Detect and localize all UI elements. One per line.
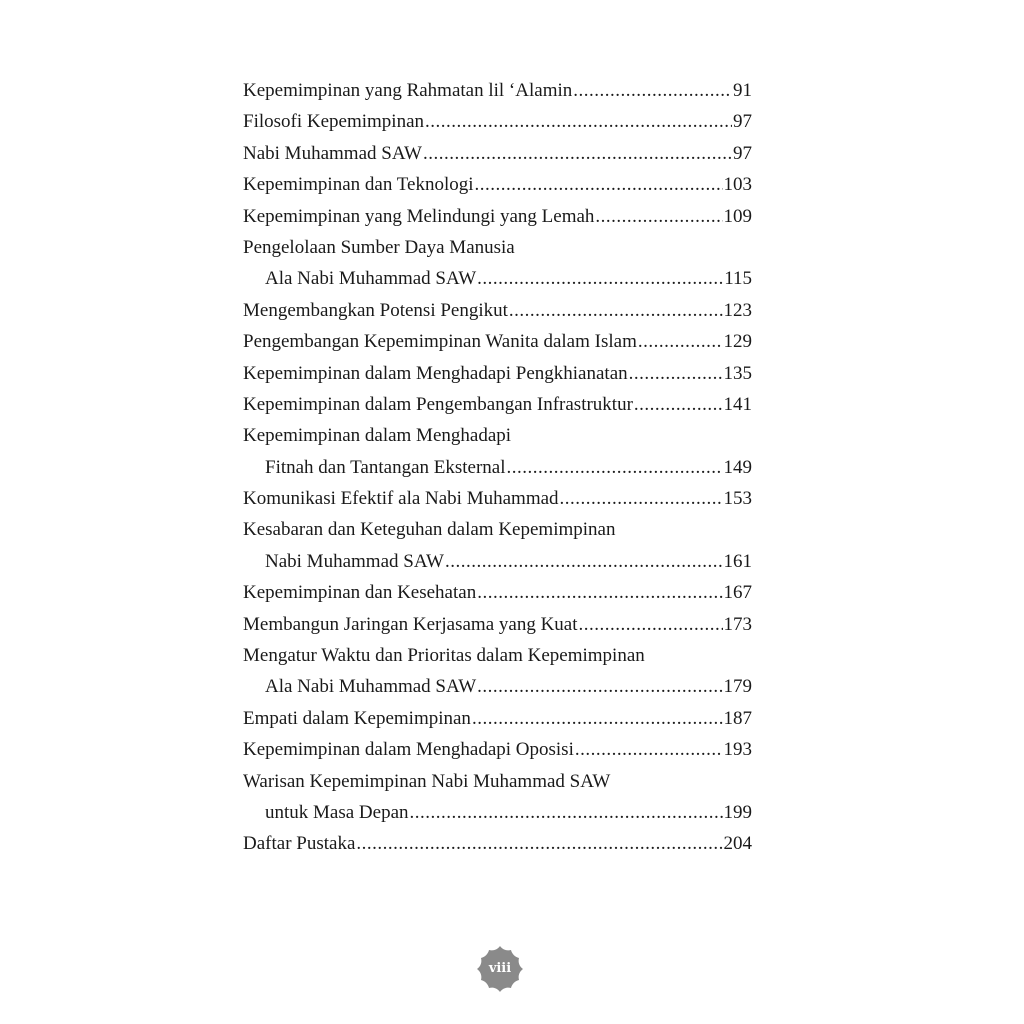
toc-entry-page: 129	[723, 331, 752, 353]
toc-dot-leader	[475, 169, 723, 200]
toc-entry	[243, 358, 752, 389]
toc-entry-continuation	[243, 671, 752, 702]
toc-entry	[243, 703, 752, 734]
toc-dot-leader	[425, 106, 732, 137]
toc-entry	[243, 201, 752, 232]
toc-dot-leader	[629, 358, 723, 389]
toc-entry-page: 109	[723, 205, 752, 227]
toc-entry	[243, 106, 752, 137]
toc-dot-leader	[445, 546, 723, 577]
toc-dot-leader	[509, 295, 723, 326]
toc-dot-leader	[573, 75, 732, 106]
toc-entry-title: Ala Nabi Muhammad SAW	[265, 268, 477, 290]
table-of-contents	[243, 75, 752, 860]
toc-entry-title: Komunikasi Efektif ala Nabi Muhammad	[243, 488, 559, 510]
toc-entry-page: 204	[723, 833, 752, 855]
toc-entry-title: Kepemimpinan yang Rahmatan lil ‘Alamin	[243, 80, 573, 101]
toc-dot-leader	[507, 452, 723, 483]
toc-entry-page: 103	[723, 174, 752, 196]
toc-dot-leader	[410, 797, 723, 828]
toc-entry-title: Membangun Jaringan Kerjasama yang Kuat	[243, 613, 578, 635]
toc-entry-heading	[243, 232, 752, 263]
toc-entry-page: 199	[723, 801, 752, 823]
toc-entry-page: 115	[724, 268, 752, 290]
toc-entry-page: 161	[723, 550, 752, 572]
toc-entry-heading	[243, 640, 752, 671]
toc-entry	[243, 326, 752, 357]
toc-entry	[243, 75, 752, 106]
toc-entry-page: 97	[733, 111, 752, 133]
toc-entry-title: Kepemimpinan dan Teknologi	[243, 174, 474, 196]
toc-dot-leader	[575, 734, 723, 765]
toc-entry	[243, 734, 752, 765]
toc-entry-heading	[243, 420, 752, 451]
toc-entry	[243, 609, 752, 640]
toc-entry-page: 179	[723, 676, 752, 698]
toc-entry-title: Pengelolaan Sumber Daya Manusia	[243, 236, 515, 258]
toc-entry-title: Kesabaran dan Keteguhan dalam Kepemimpinan	[243, 519, 616, 541]
toc-entry-heading	[243, 514, 752, 545]
toc-dot-leader	[477, 577, 722, 608]
toc-entry-page: 91	[733, 80, 752, 101]
page-number: viii	[488, 961, 512, 976]
toc-dot-leader	[472, 703, 723, 734]
toc-entry	[243, 389, 752, 420]
toc-entry-title: Kepemimpinan dalam Pengembangan Infrastruktur	[243, 393, 633, 415]
toc-entry-title: Pengembangan Kepemimpinan Wanita dalam Islam	[243, 331, 637, 353]
toc-entry-title: Warisan Kepemimpinan Nabi Muhammad SAW	[243, 770, 611, 792]
toc-dot-leader	[356, 828, 722, 859]
toc-entry-heading	[243, 766, 752, 797]
toc-entry	[243, 295, 752, 326]
toc-entry	[243, 169, 752, 200]
toc-entry-continuation	[243, 263, 752, 294]
toc-entry-title: Mengembangkan Potensi Pengikut	[243, 299, 508, 321]
toc-entry-title: Filosofi Kepemimpinan	[243, 111, 425, 133]
toc-dot-leader	[595, 201, 722, 232]
toc-entry-page: 173	[723, 613, 752, 635]
toc-entry-continuation	[243, 797, 752, 828]
toc-entry-title: Nabi Muhammad SAW	[265, 550, 444, 572]
toc-entry-title: Kepemimpinan dalam Menghadapi Oposisi	[243, 739, 574, 761]
toc-entry-title: Empati dalam Kepemimpinan	[243, 707, 471, 729]
toc-entry-page: 153	[723, 488, 752, 510]
toc-entry-continuation	[243, 546, 752, 577]
page-number-badge	[476, 945, 524, 993]
toc-entry-title: Fitnah dan Tantangan Eksternal	[265, 456, 506, 478]
toc-entry	[243, 483, 752, 514]
toc-entry-title: Kepemimpinan dalam Menghadapi	[243, 425, 512, 447]
toc-dot-leader	[638, 326, 723, 357]
toc-entry	[243, 828, 752, 859]
toc-entry-title: Mengatur Waktu dan Prioritas dalam Kepemimpinan	[243, 645, 645, 667]
toc-entry-page: 167	[723, 582, 752, 604]
toc-dot-leader	[560, 483, 723, 514]
toc-entry-title: Ala Nabi Muhammad SAW	[265, 676, 477, 698]
toc-dot-leader	[423, 138, 732, 169]
toc-entry-title: Daftar Pustaka	[243, 833, 356, 855]
toc-entry-page: 193	[723, 739, 752, 761]
toc-entry	[243, 577, 752, 608]
toc-entry-page: 149	[723, 456, 752, 478]
toc-dot-leader	[477, 671, 722, 702]
toc-dot-leader	[477, 263, 723, 294]
toc-entry-page: 135	[723, 362, 752, 384]
toc-entry	[243, 138, 752, 169]
toc-entry-page: 187	[723, 707, 752, 729]
toc-dot-leader	[634, 389, 723, 420]
toc-entry-title: Kepemimpinan dalam Menghadapi Pengkhianatan	[243, 362, 628, 384]
toc-entry-continuation	[243, 452, 752, 483]
toc-entry-title: Kepemimpinan yang Melindungi yang Lemah	[243, 205, 595, 227]
toc-entry-page: 123	[723, 299, 752, 321]
toc-dot-leader	[579, 609, 723, 640]
toc-entry-page: 141	[723, 393, 752, 415]
toc-entry-page: 97	[733, 142, 752, 164]
toc-entry-title: Kepemimpinan dan Kesehatan	[243, 582, 477, 604]
toc-entry-title: Nabi Muhammad SAW	[243, 142, 422, 164]
toc-entry-title: untuk Masa Depan	[265, 801, 409, 823]
